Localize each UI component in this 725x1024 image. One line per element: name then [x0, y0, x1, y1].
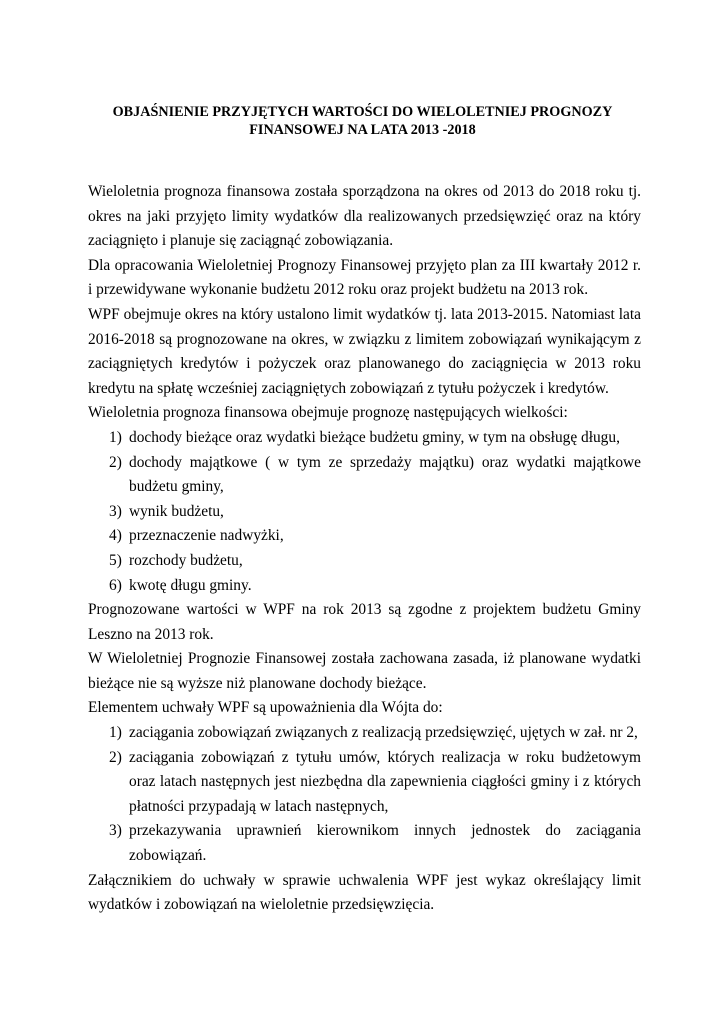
list-item [88, 524, 641, 549]
list-item-text: wynik budżetu, [129, 502, 224, 520]
list-item-number: 2) [109, 453, 122, 471]
list-item [88, 819, 641, 868]
forecast-items-list [88, 426, 641, 598]
paragraph-period: WPF obejmuje okres na który ustalono limit wydatków tj. lata 2013-2015. Natomiast lata 2016-2018 są prognozowane na okres, w związku z limitem zobowiązań wynikającym z zaciągniętych kredytów i pożyczek oraz planowanego do zaciągnięcia w 2013 roku kredytu na spłatę wcześniej zaciągniętych zobowiązań z tytułu pożyczek i kredytów. [88, 305, 641, 397]
list-item-text: dochody majątkowe ( w tym ze sprzedaży majątku) oraz wydatki majątkowe budżetu gminy, [129, 453, 641, 496]
list-item-text: rozchody budżetu, [129, 551, 243, 569]
paragraph-2013-values: Prognozowane wartości w WPF na rok 2013 są zgodne z projektem budżetu Gminy Leszno na 2013 rok. [88, 601, 641, 643]
list-item-text: dochody bieżące oraz wydatki bieżące budżetu gminy, w tym na obsługę długu, [129, 428, 620, 446]
list-item-text: kwotę długu gminy. [129, 576, 252, 594]
authorizations-list [88, 721, 641, 869]
list-item-number: 4) [109, 527, 122, 545]
paragraph-basis: Dla opracowania Wieloletniej Prognozy Finansowej przyjęto plan za III kwartały 2012 r. i przewidywane wykonanie budżetu 2012 roku oraz projekt budżetu na 2013 rok. [88, 256, 641, 299]
list-item-text: przekazywania uprawnień kierownikom innych jednostek do zaciągania zobowiązań. [129, 822, 641, 865]
list-item [88, 426, 641, 451]
document-body [88, 180, 641, 918]
list-item [88, 549, 641, 574]
list-item [88, 574, 641, 599]
paragraph-authorizations-intro: Elementem uchwały WPF są upoważnienia dla Wójta do: [88, 699, 443, 717]
list-item-number: 5) [109, 551, 122, 569]
list-item-text: zaciągania zobowiązań z tytułu umów, których realizacja w roku budżetowym oraz latach następnych jest niezbędna dla zapewnienia ciągłości gminy i z których płatności przypadają w latach następnych, [129, 748, 641, 815]
list-item-number: 1) [109, 428, 122, 446]
paragraph-attachment: Załącznikiem do uchwały w sprawie uchwalenia WPF jest wykaz określający limit wydatków i zobowiązań na wieloletnie przedsięwzięcia. [88, 871, 641, 914]
paragraph-list-intro: Wieloletnia prognoza finansowa obejmuje prognozę następujących wielkości: [88, 404, 568, 422]
title-line-1: OBJAŚNIENIE PRZYJĘTYCH WARTOŚCI DO WIELOLETNIEJ PROGNOZY [112, 104, 613, 120]
title-line-2: FINANSOWEJ NA LATA 2013 -2018 [249, 122, 476, 138]
list-item [88, 451, 641, 500]
document-title [88, 103, 637, 139]
list-item [88, 746, 641, 820]
list-item-number: 3) [109, 822, 122, 840]
list-item [88, 500, 641, 525]
list-item-text: zaciągania zobowiązań związanych z realizacją przedsięwzięć, ujętych w zał. nr 2, [129, 724, 638, 742]
list-item-number: 2) [109, 748, 122, 766]
list-item-number: 6) [109, 576, 122, 594]
paragraph-scope: Wieloletnia prognoza finansowa została sporządzona na okres od 2013 do 2018 roku tj. okres na jaki przyjęto limity wydatków dla realizowanych przedsięwzięć oraz na który zaciągnięto i planuje się zaciągnąć zobowiązania. [88, 183, 641, 250]
list-item [88, 721, 641, 746]
list-item-number: 3) [109, 502, 122, 520]
list-item-text: przeznaczenie nadwyżki, [129, 527, 284, 545]
list-item-number: 1) [109, 724, 122, 742]
paragraph-principle: W Wieloletniej Prognozie Finansowej została zachowana zasada, iż planowane wydatki bieżące nie są wyższe niż planowane dochody bieżące. [88, 650, 641, 692]
